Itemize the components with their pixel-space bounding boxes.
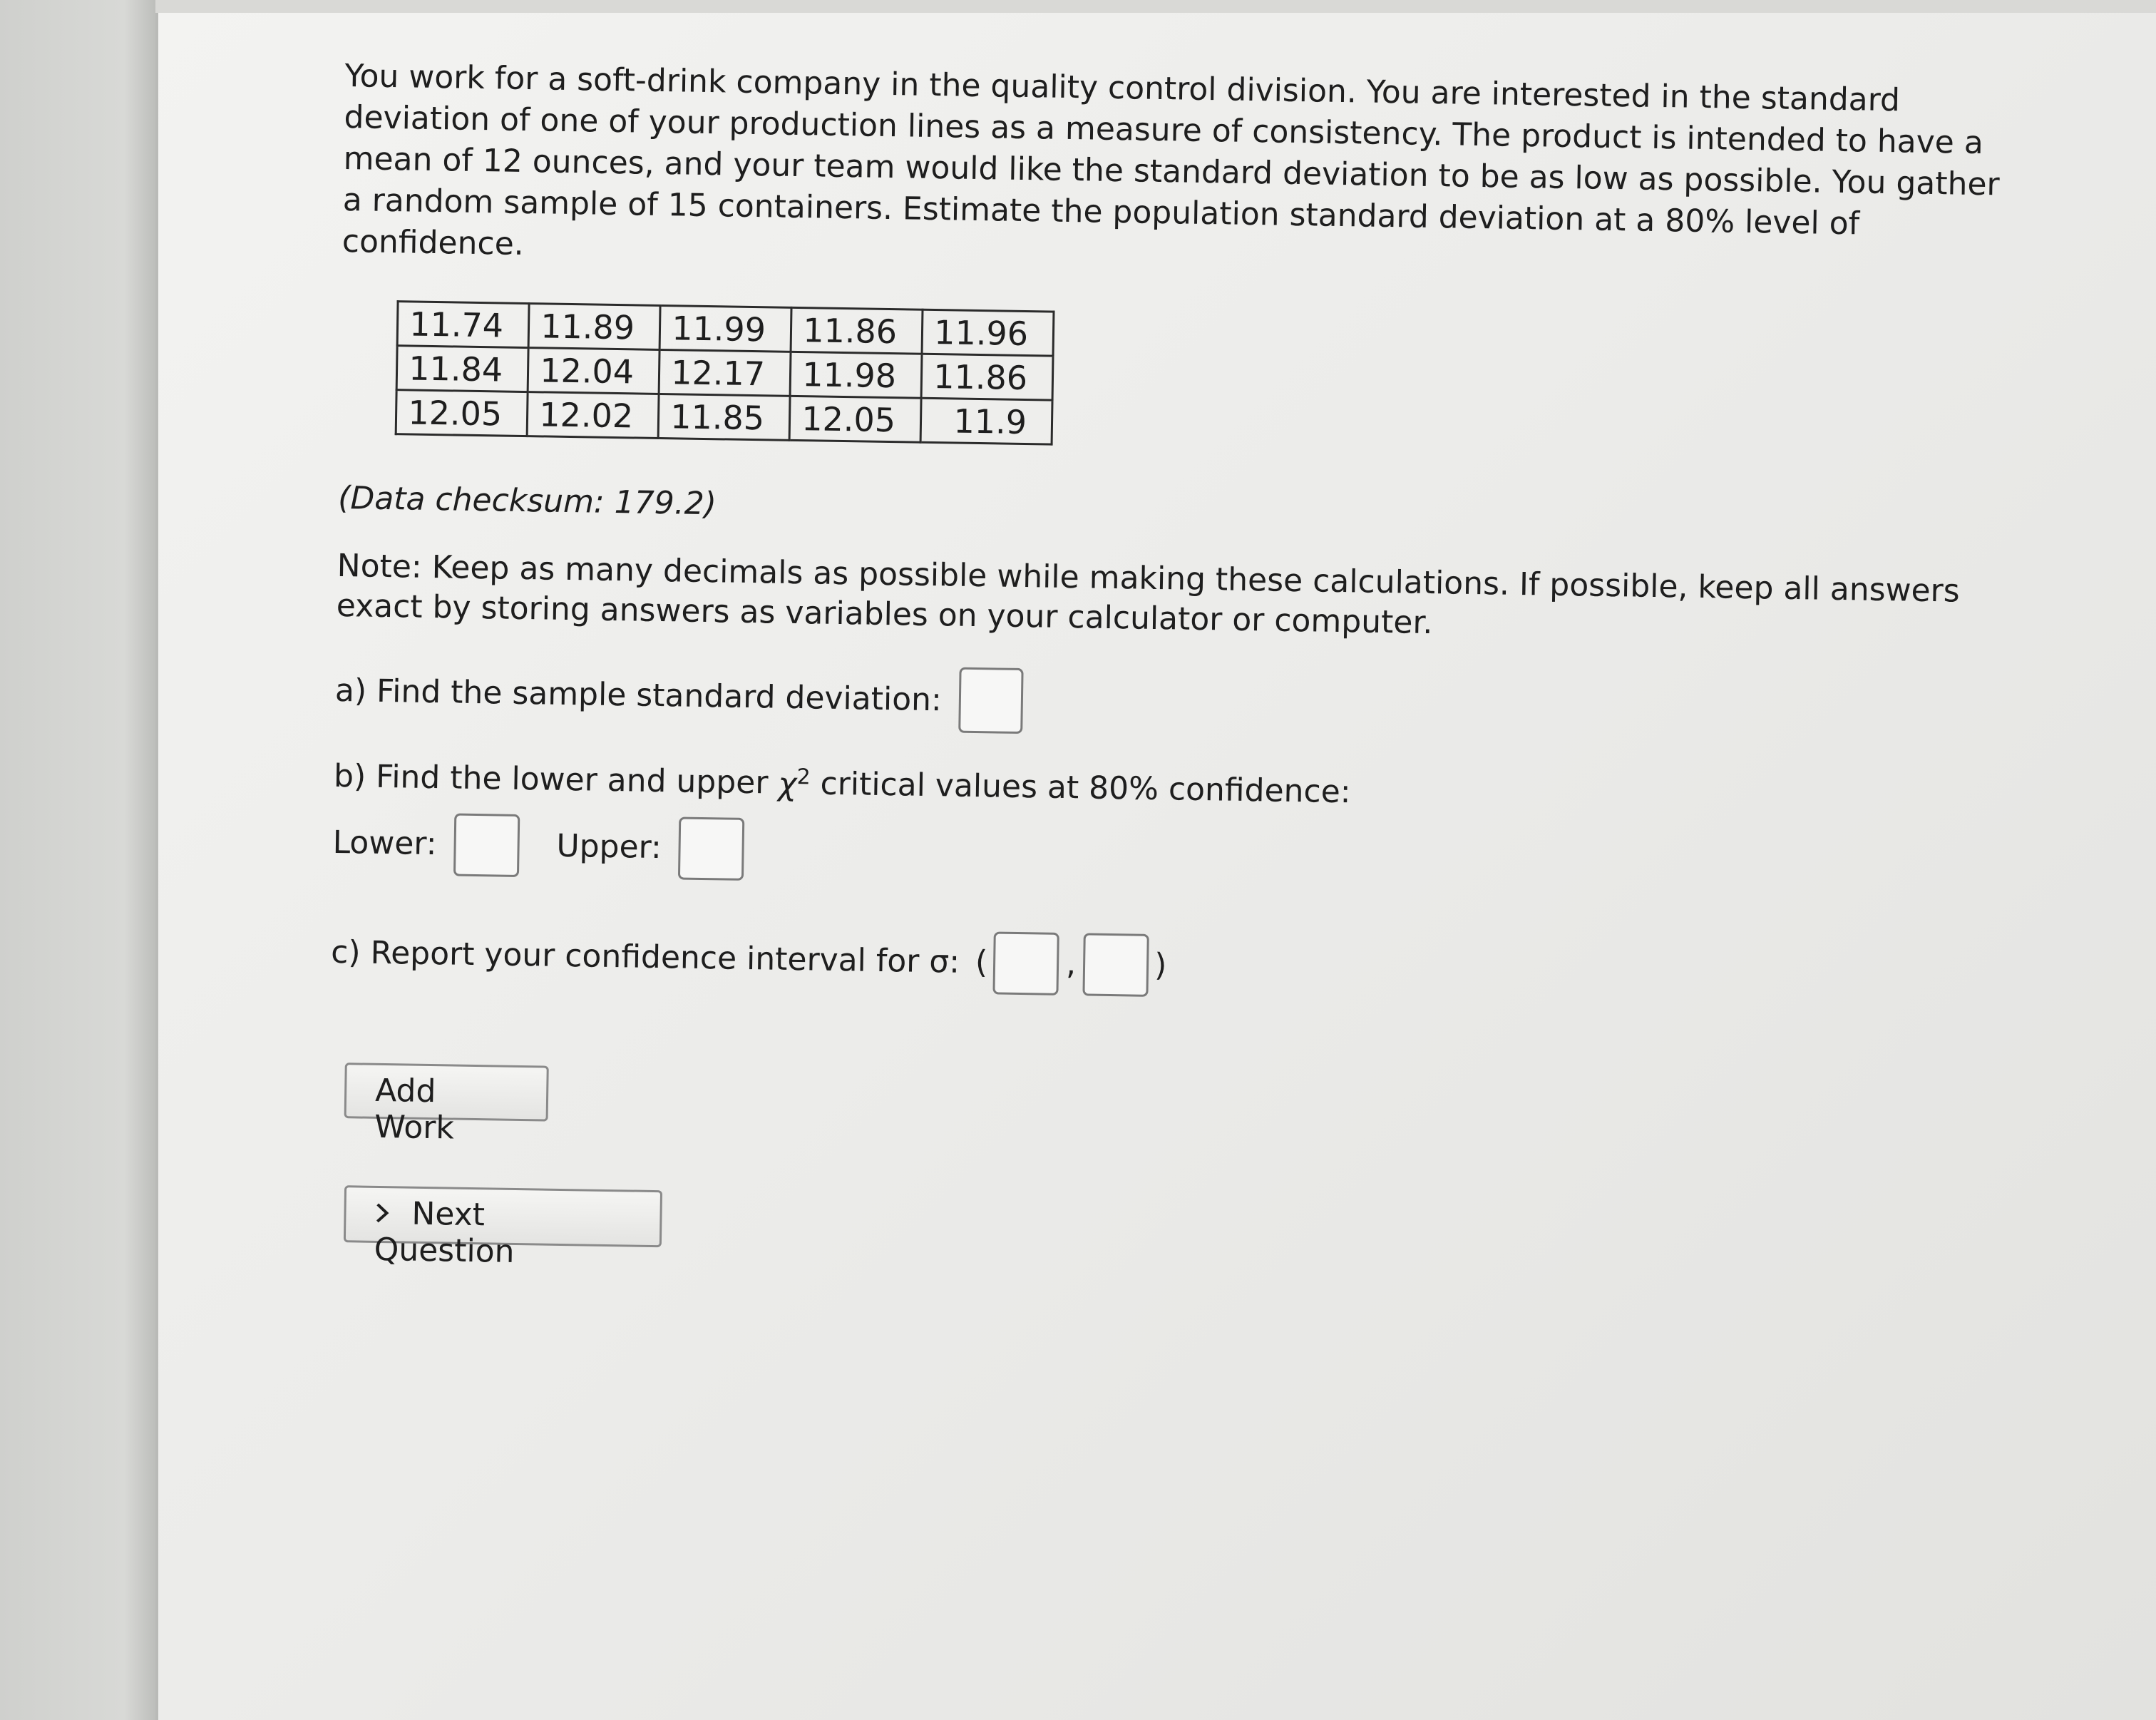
chi-square-symbol: $\chi^2$ [777, 764, 811, 803]
table-cell: 11.96 [922, 309, 1054, 356]
part-b-label: b) Find the lower and upper [333, 758, 769, 802]
table-cell: 11.86 [791, 307, 923, 354]
table-cell: 11.89 [528, 304, 660, 350]
table-cell: 12.17 [659, 349, 791, 396]
table-cell: 11.85 [658, 394, 790, 440]
lower-critical-input[interactable] [453, 813, 520, 876]
table-cell: 12.04 [528, 348, 659, 394]
table-cell: 12.05 [789, 396, 921, 442]
upper-label: Upper: [556, 827, 662, 866]
table-cell: 12.05 [396, 390, 528, 436]
screen-margin [0, 0, 155, 1720]
ci-upper-input[interactable] [1082, 933, 1149, 996]
question-page [155, 13, 2156, 1720]
next-question-button[interactable] [344, 1185, 662, 1270]
table-cell: 11.98 [790, 352, 922, 398]
table-cell: 12.02 [527, 392, 659, 439]
open-paren: ( [975, 944, 988, 981]
part-b [334, 757, 2088, 823]
add-work-button[interactable] [344, 1063, 549, 1147]
table-row [396, 390, 1052, 444]
add-work-label: Add Work [374, 1072, 455, 1147]
table-cell: 11.99 [659, 305, 791, 352]
calculation-note: Note: Keep as many decimals as possible while making these calculations. If possible, keep all answers exact by storing answers as variables on your calculator or computer. [336, 547, 1961, 642]
table-cell: 11.74 [397, 302, 529, 348]
table-cell: 11.86 [921, 354, 1053, 400]
part-a-label: a) Find the sample standard deviation: [334, 672, 943, 718]
chevron-right-icon [374, 1198, 391, 1231]
lower-label: Lower: [332, 824, 437, 863]
table-cell: 11.9 [920, 398, 1052, 444]
part-b-inputs [332, 812, 2087, 902]
part-a [334, 657, 2089, 751]
data-checksum: (Data checksum: 179.2) [337, 479, 717, 523]
upper-critical-input[interactable] [678, 817, 744, 880]
question-content [326, 56, 2098, 1289]
sample-sd-input[interactable] [958, 667, 1023, 734]
part-b-label-tail: critical values at 80% confidence: [820, 765, 1351, 811]
data-table [395, 300, 1055, 445]
ci-lower-input[interactable] [993, 931, 1059, 995]
close-paren: ) [1154, 947, 1167, 984]
table-cell: 11.84 [396, 346, 528, 392]
next-question-label: Next Question [374, 1195, 515, 1270]
question-prompt: You work for a soft-drink company in the quality control division. You are interested in the standard deviation of one of your production lines as a measure of consistency. The product is intended to have a mean of 12 ounces, and your team would like the standard deviation to be as low as possible. You gather a random sample of 15 containers. Estimate the population standard deviation at a 80% level of confidence. [342, 57, 2001, 262]
part-c-label: c) Report your confidence interval for σ: [330, 934, 960, 981]
comma: , [1065, 946, 1077, 983]
